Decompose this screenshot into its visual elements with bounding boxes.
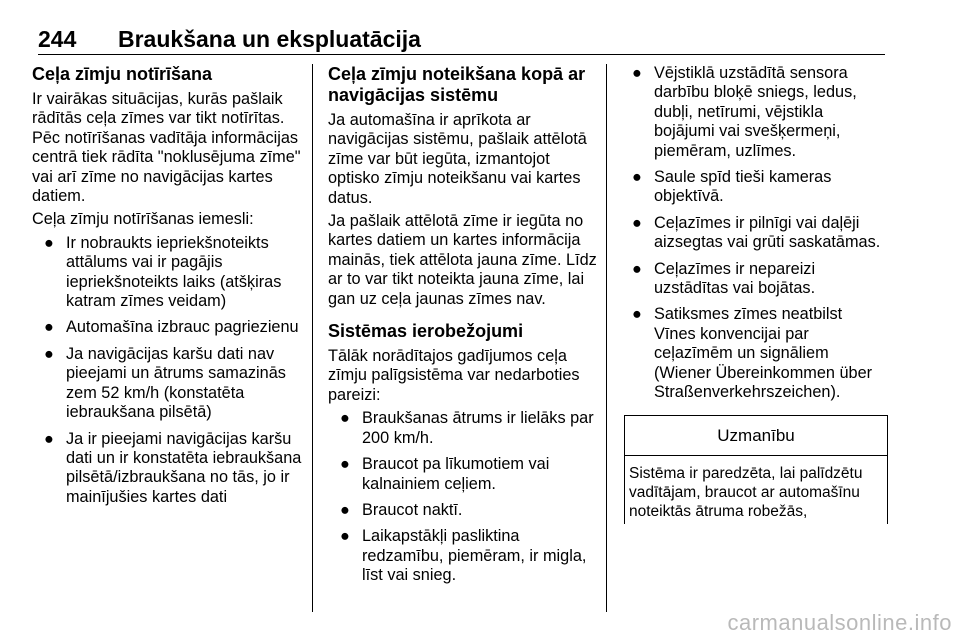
bullet-icon: ● (44, 344, 54, 363)
column-middle (328, 64, 600, 593)
notice-text: Sistēma ir paredzēta, lai palīdzētu vadītājam, braucot ar automašīnu noteiktās ātruma robežās, (629, 464, 863, 520)
bullet-list (624, 64, 886, 403)
list-item: ● Saule spīd tieši kameras objektīvā. (632, 168, 832, 206)
list-item: ● Ceļazīmes ir nepareizi uzstādītas vai bojātas. (632, 259, 816, 298)
paragraph: Tālāk norādītajos gadījumos ceļa zīmju palīgsistēma var nedarboties pareizi: (328, 347, 580, 404)
bullet-icon: ● (632, 64, 642, 82)
bullet-icon: ● (44, 318, 54, 337)
section-heading: Sistēmas ierobežojumi (328, 321, 524, 342)
bullet-icon: ● (340, 527, 350, 546)
column-left (32, 64, 304, 514)
list-item: ● Ja ir pieejami navigācijas karšu dati un ir konstatēta iebraukšana pilsētā/izbraukšana no tās, jo ir mainījušies kartes dati (44, 429, 302, 506)
column-divider (312, 64, 313, 612)
paragraph: Ja automašīna ir aprīkota ar navigācijas sistēmu, pašlaik attēlotā zīme var būt iegūta, izmantojot optisko zīmju noteikšanu vai kartes datus. (328, 111, 587, 207)
bullet-list (32, 234, 304, 507)
list-item: ● Braucot pa līkumotiem vai kalnainiem ceļiem. (340, 455, 550, 493)
column-right (624, 64, 886, 524)
notice-box (624, 415, 888, 524)
bullet-list (328, 409, 600, 585)
page-number: 244 (38, 26, 77, 52)
bullet-icon: ● (44, 429, 54, 448)
bullet-icon: ● (632, 168, 642, 187)
page-header (38, 26, 885, 55)
watermark: carmanualsonline.info (727, 610, 952, 635)
page-title: Braukšana un ekspluatācija (118, 26, 421, 52)
bullet-icon: ● (340, 500, 350, 519)
bullet-icon: ● (340, 455, 350, 474)
section-heading: Ceļa zīmju notīrīšana (32, 64, 213, 84)
paragraph: Ceļa zīmju notīrīšanas iemesli: (32, 210, 254, 229)
list-item: ● Ja navigācijas karšu dati nav pieejami un ātrums samazinās zem 52 km/h (konstatēta iebraukšana pilsētā) (44, 344, 286, 422)
bullet-icon: ● (632, 259, 642, 278)
list-item: ● Automašīna izbrauc pagriezienu (44, 318, 299, 337)
list-item: ● Satiksmes zīmes neatbilst Vīnes konvencijai par ceļazīmēm un signāliem (Wiener Übereinkommen über Straßenverkehrszeichen). (632, 305, 873, 402)
bullet-icon: ● (340, 409, 350, 428)
bullet-icon: ● (632, 213, 642, 232)
paragraph: Ja pašlaik attēlotā zīme ir iegūta no kartes datiem un kartes informācija mainās, tiek attēlota jauna zīme. Līdz ar to var tikt noteikta jauna zīme, lai gan uz ceļa jaunas zīmes nav. (328, 212, 597, 308)
list-item: ● Ceļazīmes ir pilnīgi vai daļēji aizsegtas vai grūti saskatāmas. (632, 213, 881, 252)
list-item: ● Braucot naktī. (340, 500, 463, 519)
column-divider (606, 64, 607, 612)
bullet-icon: ● (44, 233, 54, 252)
paragraph: Ir vairākas situācijas, kurās pašlaik rādītās ceļa zīmes var tikt notīrītas. Pēc notīrīšanas vadītāja informācijas centrā tiek rādīta "noklusējuma zīme" vai arī zīme no navigācijas kartes datiem. (32, 90, 301, 206)
list-item: ● Laikapstākļi pasliktina redzamību, piemēram, ir migla, līst vai snieg. (340, 527, 587, 585)
list-item: ● Braukšanas ātrums ir lielāks par 200 km/h. (340, 409, 594, 447)
notice-title: Uzmanību (625, 416, 887, 456)
list-item: ● Ir nobraukts iepriekšnoteikts attālums vai ir pagājis iepriekšnoteikts laiks (atšķiras katram zīmes veidam) (44, 233, 282, 311)
section-heading: Ceļa zīmju noteikšana kopā ar navigācijas sistēmu (328, 64, 586, 105)
list-item: ● Vējstiklā uzstādītā sensora darbību bloķē sniegs, ledus, dubļi, netīrumi, vējstikla bojājumi vai svešķermeņi, piemēram, uzlīmes. (632, 64, 857, 160)
bullet-icon: ● (632, 305, 642, 324)
